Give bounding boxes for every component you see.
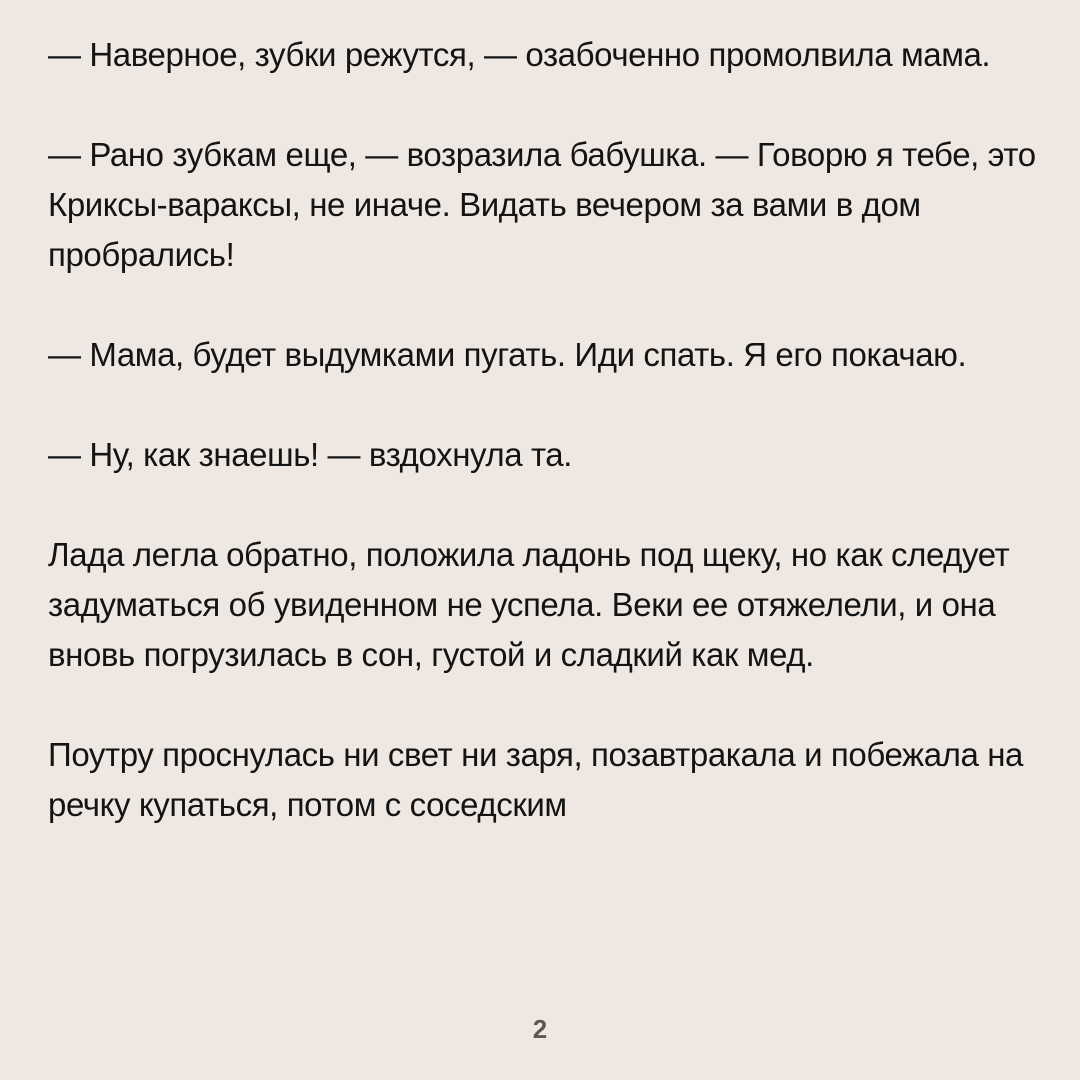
paragraph-6: Поутру проснулась ни свет ни заря, позавтракала и побежала на речку купаться, потом с соседским — [48, 736, 1024, 823]
page-number: 2 — [532, 1014, 548, 1044]
paragraph-5: Лада легла обратно, положила ладонь под щеку, но как следует задуматься об увиденном не успела. Веки ее отяжелели, и она вновь погрузилась в сон, густой и сладкий как мед. — [48, 536, 1010, 673]
paragraph-2: — Рано зубкам еще, — возразила бабушка. — Говорю я тебе, это Криксы-вараксы, не иначе. Видать вечером за вами в дом пробрались! — [48, 136, 1036, 273]
paragraph-3: — Мама, будет выдумками пугать. Иди спать. Я его покачаю. — [48, 336, 967, 373]
page-body-text — [48, 30, 1038, 830]
paragraph-4: — Ну, как знаешь! — вздохнула та. — [48, 436, 573, 473]
paragraph-1: — Наверное, зубки режутся, — озабоченно промолвила мама. — [48, 36, 991, 73]
